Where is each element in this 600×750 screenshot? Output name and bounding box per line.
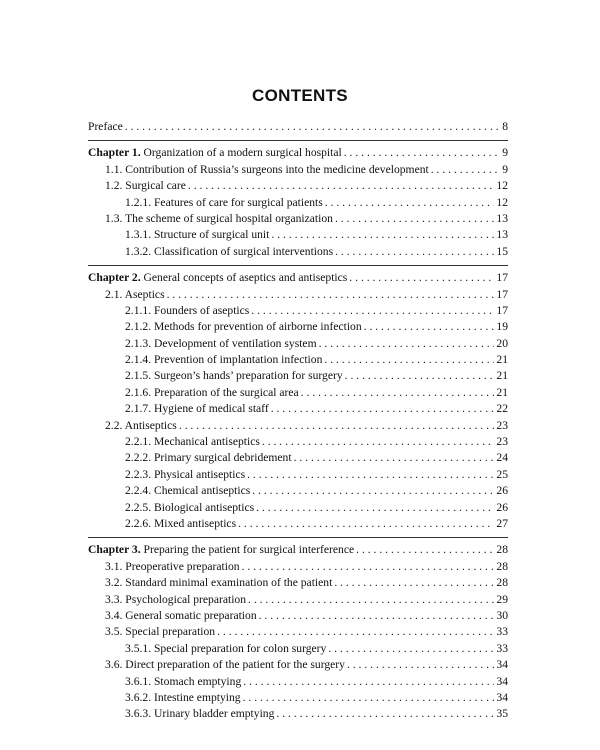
page-number: 8 <box>502 120 508 133</box>
chapter-number: Chapter 1. <box>88 146 141 160</box>
toc-entry-label: 2.2.3. Physical antiseptics <box>125 467 246 481</box>
toc-entry-1-3[interactable] <box>88 211 508 227</box>
toc-entry-3-6-1[interactable] <box>88 674 508 690</box>
section-divider <box>88 537 508 538</box>
page-number: 20 <box>496 336 508 350</box>
toc-entry-label: 1.1. Contribution of Russia’s surgeons into the medicine development <box>105 162 429 176</box>
page-title: CONTENTS <box>252 86 348 105</box>
page-number: 27 <box>496 516 508 530</box>
dot-leader <box>335 211 494 227</box>
toc-entry-label: 3.6. Direct preparation of the patient for the surgery <box>105 658 345 672</box>
dot-leader <box>334 575 494 591</box>
toc-entry-2-1-3[interactable] <box>88 336 508 352</box>
page-number: 13 <box>496 228 508 242</box>
page-number: 30 <box>496 608 508 622</box>
toc-entry-3-5-1[interactable] <box>88 641 508 657</box>
dot-leader <box>276 706 494 722</box>
dot-leader <box>252 483 494 499</box>
toc-entry-1-1[interactable] <box>88 162 508 178</box>
page-number: 26 <box>496 500 508 514</box>
page-number: 28 <box>496 576 508 590</box>
toc-entry-label: 2.1.7. Hygiene of medical staff <box>125 402 269 416</box>
toc-chapter-1[interactable] <box>88 145 508 161</box>
toc-entry-3-6-2[interactable] <box>88 690 508 706</box>
toc-entry-label: 2.1.5. Surgeon’s hands’ preparation for surgery <box>125 369 343 383</box>
dot-leader <box>345 368 495 384</box>
toc-entry-1-2[interactable] <box>88 178 508 194</box>
page-number: 21 <box>496 385 508 399</box>
dot-leader <box>344 145 500 161</box>
dot-leader <box>294 450 495 466</box>
toc-entry-2-2-1[interactable] <box>88 434 508 450</box>
chapter-title: Preparing the patient for surgical interference <box>143 543 355 557</box>
dot-leader <box>431 162 500 178</box>
toc-entry-2-1[interactable] <box>88 287 508 303</box>
dot-leader <box>247 467 494 483</box>
toc-entry-label: 2.1.2. Methods for prevention of airborne infection <box>125 320 362 334</box>
page-number: 28 <box>496 559 508 573</box>
dot-leader <box>271 227 494 243</box>
toc-entry-3-5[interactable] <box>88 624 508 640</box>
page-number: 22 <box>496 402 508 416</box>
page-number: 35 <box>496 707 508 721</box>
page-number: 33 <box>496 625 508 639</box>
page-number: 17 <box>496 271 508 285</box>
page-number: 24 <box>496 451 508 465</box>
toc-entry-3-3[interactable] <box>88 592 508 608</box>
toc-entry-2-2-2[interactable] <box>88 450 508 466</box>
section-divider <box>88 265 508 266</box>
toc-entry-label: 3.4. General somatic preparation <box>105 608 257 622</box>
toc-entry-1-3-2[interactable] <box>88 244 508 260</box>
toc-entry-label: 2.2.1. Mechanical antiseptics <box>125 435 260 449</box>
dot-leader <box>349 270 494 286</box>
dot-leader <box>356 542 494 558</box>
toc-entry-2-2-3[interactable] <box>88 467 508 483</box>
toc-entry-2-2-6[interactable] <box>88 516 508 532</box>
toc-entry-3-6[interactable] <box>88 657 508 673</box>
toc-entry-label: 1.2.1. Features of care for surgical patients <box>125 195 323 209</box>
dot-leader <box>328 641 494 657</box>
dot-leader <box>179 418 495 434</box>
page-number: 12 <box>496 195 508 209</box>
page-number: 23 <box>496 435 508 449</box>
toc-entry-label <box>88 542 354 558</box>
toc-entry-label: 3.2. Standard minimal examination of the patient <box>105 576 333 590</box>
page-number: 15 <box>496 244 508 258</box>
toc-entry-label: 2.2.4. Chemical antiseptics <box>125 484 251 498</box>
toc-entry-label: 3.3. Psychological preparation <box>105 592 247 606</box>
page-number: 12 <box>496 179 508 193</box>
dot-leader <box>335 244 494 260</box>
toc-entry-label: Preface <box>88 120 123 133</box>
toc-entry-label: 3.6.2. Intestine emptying <box>125 690 241 704</box>
page-number: 21 <box>496 353 508 367</box>
section-divider <box>88 140 508 141</box>
dot-leader <box>248 592 494 608</box>
page-number: 34 <box>496 658 508 672</box>
dot-leader <box>262 434 495 450</box>
toc-entry-preface[interactable] <box>88 119 508 135</box>
chapter-title: General concepts of aseptics and antiseptics <box>143 271 348 285</box>
toc-entry-2-2-4[interactable] <box>88 483 508 499</box>
toc-entry-3-2[interactable] <box>88 575 508 591</box>
toc-entry-3-4[interactable] <box>88 608 508 624</box>
dot-leader <box>242 559 495 575</box>
dot-leader <box>319 336 495 352</box>
toc-entry-2-2[interactable] <box>88 418 508 434</box>
page-number: 34 <box>496 674 508 688</box>
toc-chapter-2[interactable] <box>88 270 508 286</box>
toc-entry-1-2-1[interactable] <box>88 195 508 211</box>
toc-entry-label: 2.2. Antiseptics <box>105 418 177 432</box>
toc-entry-2-1-1[interactable] <box>88 303 508 319</box>
toc-entry-label: 2.1.4. Prevention of implantation infection <box>125 353 323 367</box>
toc-entry-label: 3.5.1. Special preparation for colon surgery <box>125 641 327 655</box>
dot-leader <box>301 385 495 401</box>
dot-leader <box>259 608 495 624</box>
chapter-number: Chapter 2. <box>88 271 141 285</box>
toc-entry-label: 1.3.1. Structure of surgical unit <box>125 228 270 242</box>
dot-leader <box>325 195 495 211</box>
toc-entry-label: 1.3. The scheme of surgical hospital organization <box>105 211 333 225</box>
dot-leader <box>364 319 495 335</box>
toc-entry-2-1-5[interactable] <box>88 368 508 384</box>
toc-entry-label <box>88 270 347 286</box>
dot-leader <box>347 657 494 673</box>
toc-entry-label: 2.2.2. Primary surgical debridement <box>125 451 292 465</box>
toc-entry-2-2-5[interactable] <box>88 500 508 516</box>
dot-leader <box>324 352 494 368</box>
page-number: 28 <box>496 543 508 557</box>
page-number: 23 <box>496 418 508 432</box>
toc-entry-label: 1.3.2. Classification of surgical interventions <box>125 244 334 258</box>
dot-leader <box>251 303 494 319</box>
toc-entry-label: 1.2. Surgical care <box>105 179 186 193</box>
toc-entry-1-3-1[interactable] <box>88 227 508 243</box>
page-number: 17 <box>496 287 508 301</box>
dot-leader <box>243 674 494 690</box>
toc-entry-label <box>88 145 342 161</box>
dot-leader <box>243 690 495 706</box>
chapter-number: Chapter 3. <box>88 543 141 557</box>
toc-entry-label: 2.1.1. Founders of aseptics <box>125 303 250 317</box>
toc-entry-label: 2.1.6. Preparation of the surgical area <box>125 385 299 399</box>
page-number: 25 <box>496 467 508 481</box>
dot-leader <box>238 516 494 532</box>
toc-chapter-3[interactable] <box>88 542 508 558</box>
page-number: 19 <box>496 320 508 334</box>
toc-entry-label: 2.2.5. Biological antiseptics <box>125 500 255 514</box>
page-number: 26 <box>496 484 508 498</box>
page-number: 33 <box>496 641 508 655</box>
toc-entry-3-1[interactable] <box>88 559 508 575</box>
toc-entry-label: 3.5. Special preparation <box>105 625 216 639</box>
dot-leader <box>271 401 495 417</box>
toc-entry-label: 2.2.6. Mixed antiseptics <box>125 516 237 530</box>
toc-entry-2-1-6[interactable] <box>88 385 508 401</box>
toc-entry-2-1-4[interactable] <box>88 352 508 368</box>
toc-entry-3-6-3[interactable] <box>88 706 508 722</box>
page-number: 9 <box>502 146 508 160</box>
toc-entry-2-1-2[interactable] <box>88 319 508 335</box>
page-number: 21 <box>496 369 508 383</box>
chapter-title: Organization of a modern surgical hospital <box>143 146 342 160</box>
page-number: 13 <box>496 211 508 225</box>
toc-entry-label: 2.1. Aseptics <box>105 287 165 301</box>
toc-entry-label: 2.1.3. Development of ventilation system <box>125 336 317 350</box>
page-number: 9 <box>502 162 508 176</box>
page-number: 34 <box>496 690 508 704</box>
page-number: 29 <box>496 592 508 606</box>
dot-leader <box>188 178 494 194</box>
toc-entry-label: 3.6.3. Urinary bladder emptying <box>125 707 275 721</box>
toc-entry-label: 3.6.1. Stomach emptying <box>125 674 242 688</box>
dot-leader <box>125 119 500 135</box>
table-of-contents <box>88 119 508 723</box>
toc-entry-label: 3.1. Preoperative preparation <box>105 559 240 573</box>
page-number: 17 <box>496 303 508 317</box>
dot-leader <box>167 287 495 303</box>
toc-entry-2-1-7[interactable] <box>88 401 508 417</box>
dot-leader <box>217 624 494 640</box>
dot-leader <box>256 500 494 516</box>
